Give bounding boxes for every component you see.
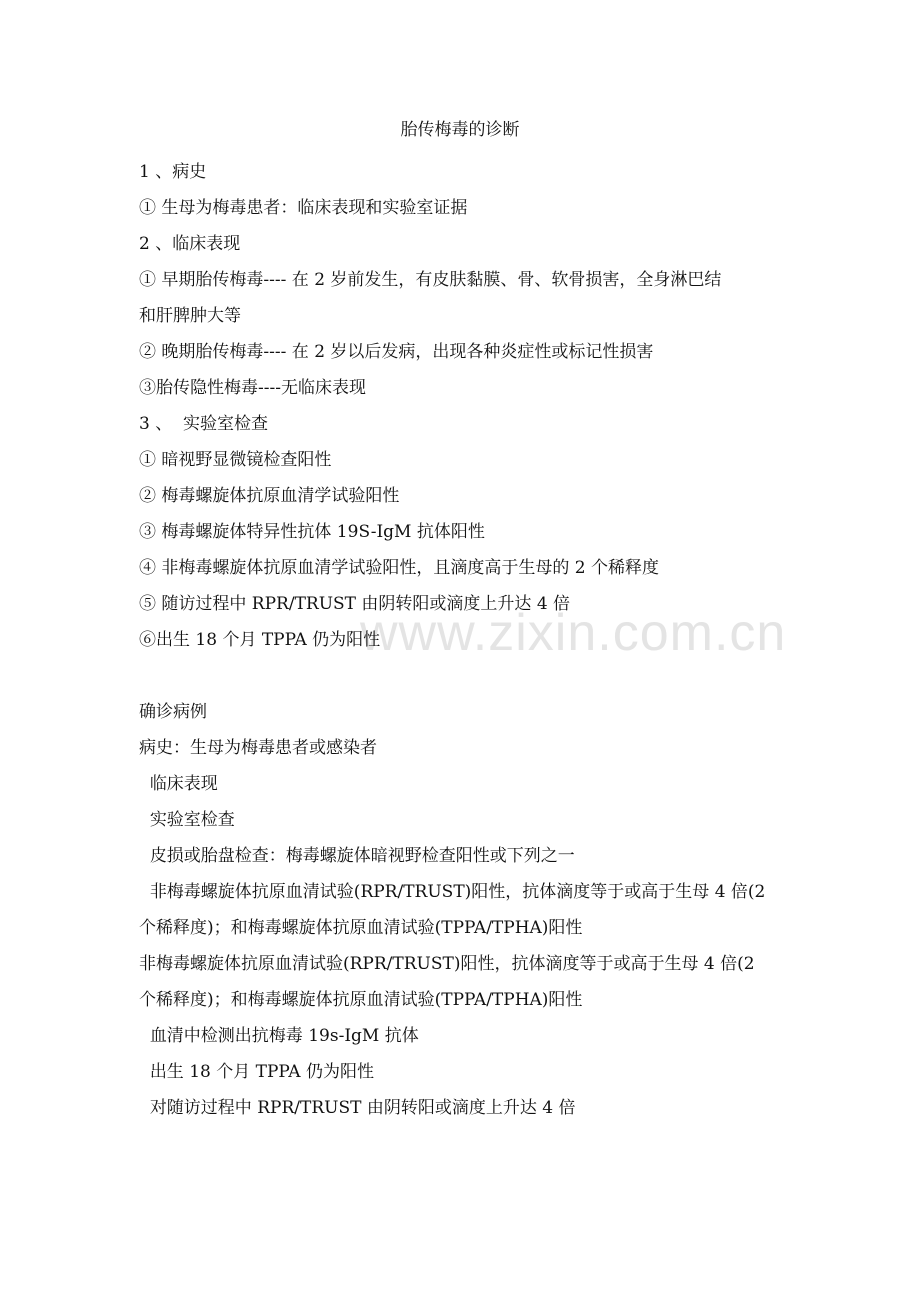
confirmed-birth: 出生 18 个月 TPPA 仍为阳性 xyxy=(139,1062,374,1082)
clinical-item-early-line2: 和肝脾肿大等 xyxy=(139,306,241,326)
confirmed-heading: 确诊病例 xyxy=(139,702,207,722)
clinical-item-latent: ③胎传隐性梅毒----无临床表现 xyxy=(139,378,366,398)
section-heading-clinical: 2 、临床表现 xyxy=(139,234,241,254)
lab-item-6: ⑥出生 18 个月 TPPA 仍为阳性 xyxy=(139,630,381,650)
confirmed-skin: 皮损或胎盘检查：梅毒螺旋体暗视野检查阳性或下列之一 xyxy=(139,846,575,866)
confirmed-nontp1-line1: 非梅毒螺旋体抗原血清试验(RPR/TRUST)阳性，抗体滴度等于或高于生母 4 倍(2 xyxy=(139,882,766,902)
lab-item-3: ③ 梅毒螺旋体特异性抗体 19S-IgM 抗体阳性 xyxy=(139,522,485,542)
confirmed-serum: 血清中检测出抗梅毒 19s-IgM 抗体 xyxy=(139,1026,419,1046)
confirmed-nontp2-line1: 非梅毒螺旋体抗原血清试验(RPR/TRUST)阳性，抗体滴度等于或高于生母 4 倍(2 xyxy=(139,954,755,974)
clinical-item-late: ② 晚期胎传梅毒---- 在 2 岁以后发病，出现各种炎症性或标记性损害 xyxy=(139,342,654,362)
blank-line xyxy=(139,658,794,694)
confirmed-nontp1-line2: 个稀释度)；和梅毒螺旋体抗原血清试验(TPPA/TPHA)阳性 xyxy=(139,918,583,938)
lab-item-5: ⑤ 随访过程中 RPR/TRUST 由阴转阳或滴度上升达 4 倍 xyxy=(139,594,571,614)
confirmed-nontp2-line2: 个稀释度)；和梅毒螺旋体抗原血清试验(TPPA/TPHA)阳性 xyxy=(139,990,583,1010)
history-item: ① 生母为梅毒患者：临床表现和实验室证据 xyxy=(139,198,468,218)
lab-item-1: ① 暗视野显微镜检查阳性 xyxy=(139,450,332,470)
document-body xyxy=(139,154,794,1126)
section-heading-history: 1 、病史 xyxy=(139,162,207,182)
lab-item-2: ② 梅毒螺旋体抗原血清学试验阳性 xyxy=(139,486,400,506)
confirmed-lab: 实验室检查 xyxy=(139,810,235,830)
confirmed-clinical: 临床表现 xyxy=(139,774,218,794)
confirmed-followup: 对随访过程中 RPR/TRUST 由阴转阳或滴度上升达 4 倍 xyxy=(139,1098,576,1118)
section-heading-lab: 3 、 实验室检查 xyxy=(139,414,269,434)
lab-item-4: ④ 非梅毒螺旋体抗原血清学试验阳性，且滴度高于生母的 2 个稀释度 xyxy=(139,558,660,578)
clinical-item-early-line1: ① 早期胎传梅毒---- 在 2 岁前发生，有皮肤黏膜、骨、软骨损害，全身淋巴结 xyxy=(139,270,722,290)
watermark: www.zixin.com.cn xyxy=(360,604,787,662)
confirmed-history: 病史：生母为梅毒患者或感染者 xyxy=(139,738,377,758)
document-title: 胎传梅毒的诊断 xyxy=(400,120,520,140)
